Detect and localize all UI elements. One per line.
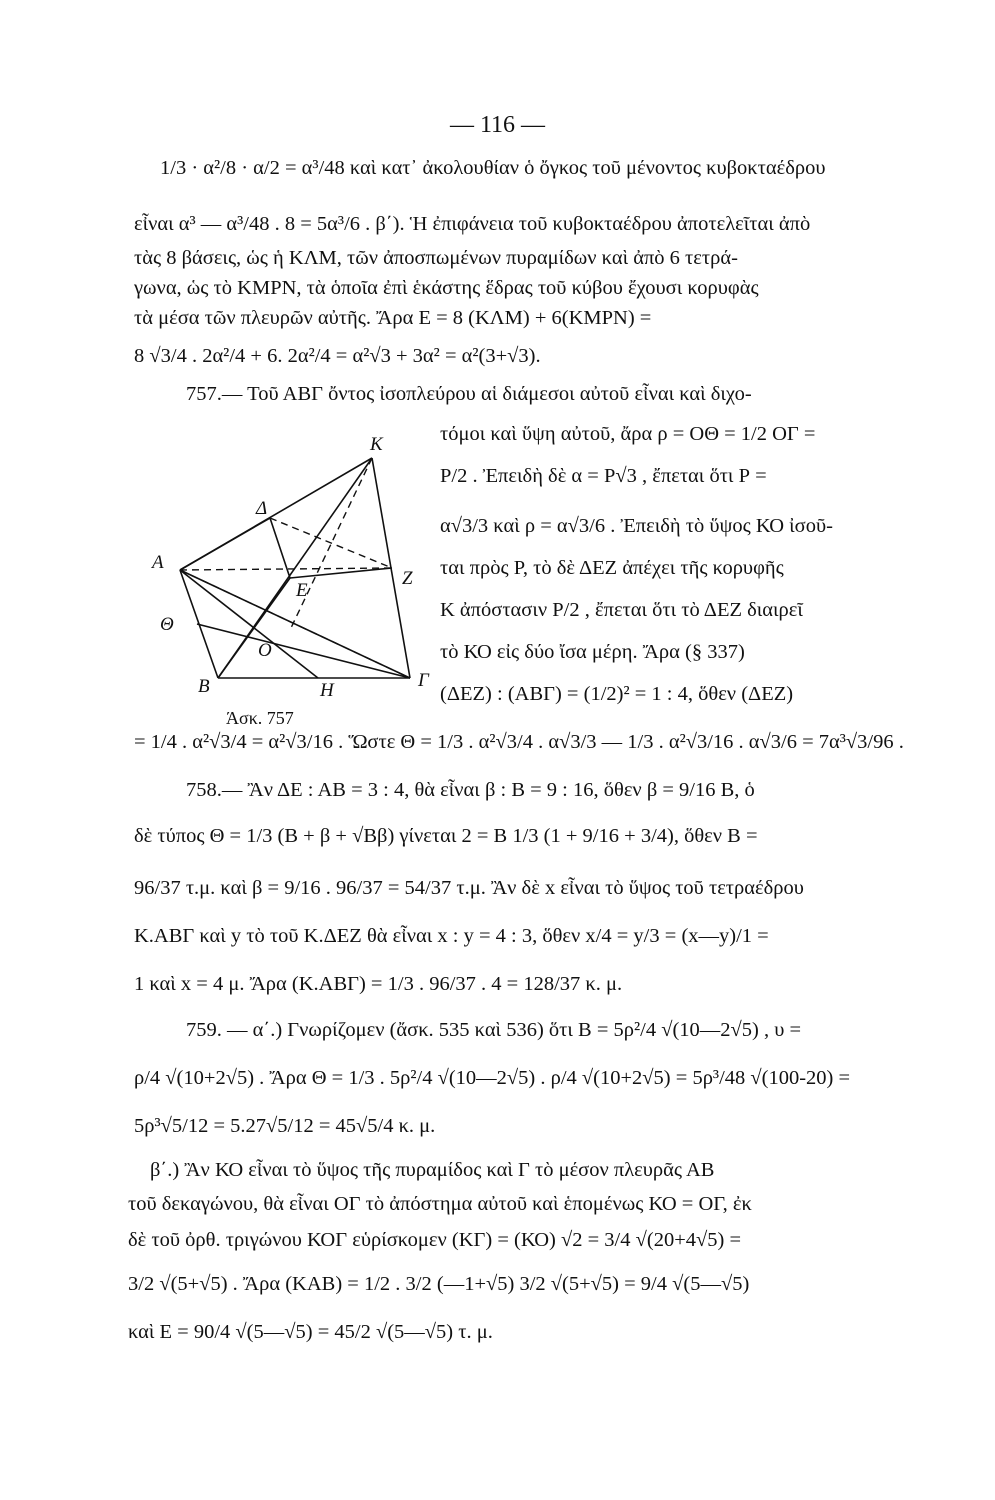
pyramid-diagram bbox=[140, 434, 440, 735]
text-line: α√3/3 καὶ ρ = α√3/6 . Ἐπειδὴ τὸ ὕψος ΚΟ ἰσοῦ- bbox=[440, 515, 833, 537]
text-line: τὸ ΚΟ εἰς δύο ἴσα μέρη. Ἄρα (§ 337) bbox=[440, 641, 745, 663]
text-line: ται πρὸς Ρ, τὸ δὲ ΔΕΖ ἀπέχει τῆς κορυφῆς bbox=[440, 557, 784, 579]
text-line: Κ.ΑΒΓ καὶ y τὸ τοῦ Κ.ΔΕΖ θὰ εἶναι x : y = 4 : 3, ὅθεν x/4 = y/3 = (x—y)/1 = bbox=[134, 925, 769, 947]
hidden-edge-DZ bbox=[270, 518, 392, 568]
label-B: Β bbox=[198, 676, 210, 697]
text-line: ρ/4 √(10+2√5) . Ἄρα Θ = 1/3 . 5ρ²/4 √(10—2√5) . ρ/4 √(10+2√5) = 5ρ³/48 √(100-20) = bbox=[134, 1067, 851, 1089]
text-line: δὲ τοῦ ὀρθ. τριγώνου ΚΟΓ εὑρίσκομεν (ΚΓ) = (ΚΟ) √2 = 3/4 √(20+4√5) = bbox=[128, 1229, 742, 1251]
text-line: 8 √3/4 . 2α²/4 + 6. 2α²/4 = α²√3 + 3α² = α²(3+√3). bbox=[134, 345, 541, 367]
text-line: Κ ἀπόστασιν Ρ/2 , ἔπεται ὅτι τὸ ΔΕΖ διαιρεῖ bbox=[440, 599, 803, 621]
text-line: 1 καὶ x = 4 μ. Ἄρα (Κ.ΑΒΓ) = 1/3 . 96/37 . 4 = 128/37 κ. μ. bbox=[134, 973, 623, 995]
text-line: 757.— Τοῦ ΑΒΓ ὄντος ἰσοπλεύρου αἱ διάμεσοι αὐτοῦ εἶναι καὶ διχο- bbox=[186, 383, 752, 405]
figure-757 bbox=[140, 434, 440, 735]
label-Th: Θ bbox=[160, 614, 174, 635]
text-line: = 1/4 . α²√3/4 = α²√3/16 . Ὥστε Θ = 1/3 . α²√3/4 . α√3/3 — 1/3 . α²√3/16 . α√3/6 = 7α³√3/96 . bbox=[134, 731, 904, 753]
text-line: τὰς 8 βάσεις, ὡς ἡ ΚΛΜ, τῶν ἀποσπωμένων πυραμίδων καὶ ἀπὸ 6 τετρά- bbox=[134, 247, 738, 269]
median-ThG bbox=[197, 624, 410, 678]
figure-caption: Άσκ. 757 bbox=[226, 708, 294, 728]
text-line: καὶ Ε = 90/4 √(5—√5) = 45/2 √(5—√5) τ. μ. bbox=[128, 1321, 493, 1343]
text-line: Ρ/2 . Ἐπειδὴ δὲ α = Ρ√3 , ἔπεται ὅτι Ρ = bbox=[440, 465, 767, 487]
text-line: 3/2 √(5+√5) . Ἄρα (ΚΑΒ) = 1/2 . 3/2 (—1+√5) 3/2 √(5+√5) = 9/4 √(5—√5) bbox=[128, 1273, 750, 1295]
text-line: τοῦ δεκαγώνου, θὰ εἶναι ΟΓ τὸ ἀπόστημα αὐτοῦ καὶ ἑπομένως ΚΟ = ΟΓ, ἐκ bbox=[128, 1193, 752, 1215]
text-line: τὰ μέσα τῶν πλευρῶν αὐτῆς. Ἄρα Ε = 8 (ΚΛΜ) + 6(ΚΜΡΝ) = bbox=[134, 307, 652, 329]
label-Z: Ζ bbox=[402, 568, 413, 589]
page-number: — 116 — bbox=[449, 112, 546, 138]
label-K: Κ bbox=[370, 434, 383, 455]
text-line: 758.— Ἂν ΔΕ : ΑΒ = 3 : 4, θὰ εἶναι β : Β = 9 : 16, ὅθεν β = 9/16 Β, ὁ bbox=[186, 779, 755, 801]
text-line: 1/3 · α²/8 · α/2 = α³/48 καὶ κατ᾿ ἀκολουθίαν ὁ ὄγκος τοῦ μένοντος κυβοκταέδρου bbox=[160, 157, 826, 179]
label-E: Ε bbox=[296, 580, 308, 601]
text-line: β΄.) Ἂν ΚΟ εἶναι τὸ ὕψος τῆς πυραμίδος καὶ Γ τὸ μέσον πλευρᾶς ΑΒ bbox=[150, 1159, 715, 1181]
text-line: εἶναι α³ — α³/48 . 8 = 5α³/6 . β΄). Ἡ ἐπιφάνεια τοῦ κυβοκταέδρου ἀποτελεῖται ἀπὸ bbox=[134, 213, 811, 235]
text-line: τόμοι καὶ ὕψη αὐτοῦ, ἄρα ρ = ΟΘ = 1/2 ΟΓ = bbox=[440, 423, 816, 445]
text-line: 5ρ³√5/12 = 5.27√5/12 = 45√5/4 κ. μ. bbox=[134, 1115, 436, 1137]
edge-DA bbox=[180, 518, 270, 570]
text-line: γωνα, ὡς τὸ ΚΜΡΝ, τὰ ὁποῖα ἐπὶ ἑκάστης ἕδρας τοῦ κύβου ἔχουσι κορυφὰς bbox=[134, 277, 759, 299]
text-line: 759. — α΄.) Γνωρίζομεν (ἄσκ. 535 καὶ 536) ὅτι Β = 5ρ²/4 √(10—2√5) , υ = bbox=[186, 1019, 802, 1041]
text-line: δὲ τύπος Θ = 1/3 (Β + β + √Ββ) γίνεται 2 = Β 1/3 (1 + 9/16 + 3/4), ὅθεν Β = bbox=[134, 825, 758, 847]
text-line: (ΔΕΖ) : (ΑΒΓ) = (1/2)² = 1 : 4, ὅθεν (ΔΕΖ) bbox=[440, 683, 794, 705]
text-line: 96/37 τ.μ. καὶ β = 9/16 . 96/37 = 54/37 τ.μ. Ἂν δὲ x εἶναι τὸ ὕψος τοῦ τετραέδρου bbox=[134, 877, 804, 899]
hidden-height-KO bbox=[290, 458, 372, 630]
label-A: Α bbox=[152, 552, 164, 573]
label-H: Η bbox=[320, 680, 334, 701]
label-O: Ο bbox=[258, 640, 272, 661]
label-D: Δ bbox=[256, 498, 268, 519]
label-G: Γ bbox=[418, 670, 429, 691]
